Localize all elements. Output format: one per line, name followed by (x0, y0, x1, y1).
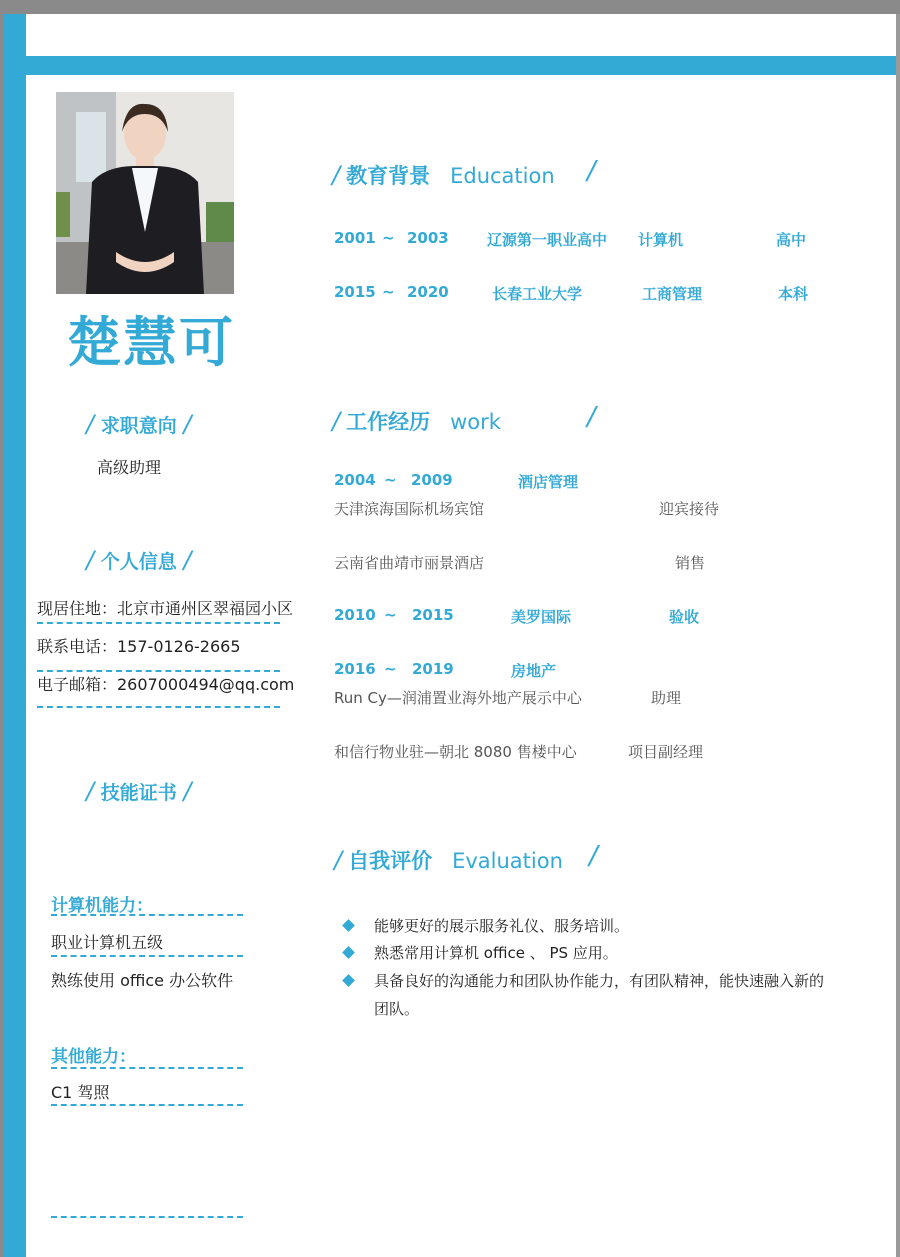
work-role: 迎宾接待 (659, 500, 720, 518)
skill-item: 职业计算机五级 (51, 933, 164, 952)
heading-text-en: Evaluation (452, 849, 563, 873)
evaluation-item: 熟悉常用计算机 office 、 PS 应用。 (374, 944, 618, 962)
section-heading-education (332, 156, 612, 190)
diamond-bullet-icon (342, 919, 355, 932)
divider (51, 1216, 243, 1218)
work-role: 验收 (669, 608, 700, 626)
heading-text-cn: 自我评价 (348, 849, 433, 873)
work-sep: ~ (384, 471, 397, 489)
divider (37, 706, 280, 708)
address-field: 现居住地：北京市通州区翠福园小区 (37, 599, 294, 618)
heading-text: 个人信息 (100, 551, 177, 573)
work-field: 房地产 (511, 662, 557, 680)
divider (37, 622, 280, 624)
heading-text-en: work (450, 410, 501, 434)
edu-major: 计算机 (638, 231, 684, 249)
divider (51, 955, 243, 957)
section-heading-work (332, 402, 612, 436)
portrait-photo (56, 92, 234, 294)
edu-degree: 本科 (778, 285, 809, 303)
work-role: 项目副经理 (628, 743, 704, 761)
work-sep: ~ (384, 606, 397, 624)
work-end: 2009 (411, 471, 453, 489)
heading-text-cn: 教育背景 (346, 164, 431, 188)
computer-skills-heading: 计算机能力： (51, 896, 153, 916)
work-field: 酒店管理 (518, 473, 579, 491)
work-company: 和信行物业驻—朝北 8080 售楼中心 (334, 743, 577, 761)
edu-school: 长春工业大学 (492, 285, 583, 303)
work-start: 2016 (334, 660, 376, 678)
heading-slash-left: / (332, 407, 341, 435)
edu-start: 2001 (334, 229, 376, 247)
edu-school: 辽源第一职业高中 (487, 231, 608, 249)
work-company: 云南省曲靖市丽景酒店 (334, 554, 485, 572)
skill-item: 熟练使用 office 办公软件 (51, 971, 234, 990)
work-sep: ~ (384, 660, 397, 678)
applicant-name: 楚慧可 (67, 311, 235, 374)
divider (51, 1104, 243, 1106)
evaluation-item-continued: 团队。 (374, 1000, 420, 1018)
section-heading-evaluation (334, 841, 614, 875)
evaluation-item: 具备良好的沟通能力和团队协作能力，有团队精神，能快速融入新的 (374, 972, 825, 990)
divider (51, 1067, 243, 1069)
work-role: 销售 (675, 554, 706, 572)
window-right-edge (896, 14, 900, 1257)
work-role: 助理 (651, 689, 682, 707)
job-intent-value: 高级助理 (97, 458, 162, 477)
other-skills-heading: 其他能力： (51, 1047, 136, 1067)
section-heading-skills (86, 777, 191, 805)
work-end: 2015 (412, 606, 454, 624)
diamond-bullet-icon (342, 946, 355, 959)
heading-text: 技能证书 (100, 782, 177, 804)
work-end: 2019 (412, 660, 454, 678)
heading-slash-left: / (332, 161, 341, 189)
edu-end: 2003 (407, 229, 449, 247)
heading-slash-right: / (183, 546, 192, 574)
heading-slash-right: / (589, 841, 598, 871)
edu-sep: ~ (382, 229, 395, 247)
heading-text: 求职意向 (100, 415, 177, 437)
work-start: 2010 (334, 606, 376, 624)
edu-end: 2020 (407, 283, 449, 301)
heading-text-cn: 工作经历 (346, 410, 431, 434)
work-company: Run Cy—润浦置业海外地产展示中心 (334, 689, 582, 707)
diamond-bullet-icon (342, 974, 355, 987)
edu-sep: ~ (382, 283, 395, 301)
phone-field: 联系电话：157-0126-2665 (37, 637, 241, 656)
left-accent-stripe (3, 14, 26, 1257)
heading-slash-right: / (587, 402, 596, 432)
divider (51, 914, 243, 916)
work-field: 美罗国际 (511, 608, 572, 626)
heading-text-en: Education (450, 164, 555, 188)
evaluation-item: 能够更好的展示服务礼仪、服务培训。 (374, 917, 630, 935)
edu-degree: 高中 (776, 231, 807, 249)
edu-start: 2015 (334, 283, 376, 301)
top-accent-band (26, 56, 896, 75)
edu-major: 工商管理 (642, 285, 703, 303)
heading-slash-right: / (587, 156, 596, 186)
skill-item: C1 驾照 (51, 1083, 110, 1102)
email-field: 电子邮箱：2607000494@qq.com (37, 675, 295, 694)
section-heading-personal-info (86, 546, 191, 574)
heading-slash-left: / (86, 777, 95, 805)
work-company: 天津滨海国际机场宾馆 (334, 500, 485, 518)
section-heading-job-intent (86, 410, 191, 438)
heading-slash-left: / (334, 846, 343, 874)
heading-slash-left: / (86, 410, 95, 438)
window-top-edge (0, 0, 900, 14)
heading-slash-right: / (183, 777, 192, 805)
heading-slash-right: / (183, 410, 192, 438)
heading-slash-left: / (86, 546, 95, 574)
work-start: 2004 (334, 471, 376, 489)
